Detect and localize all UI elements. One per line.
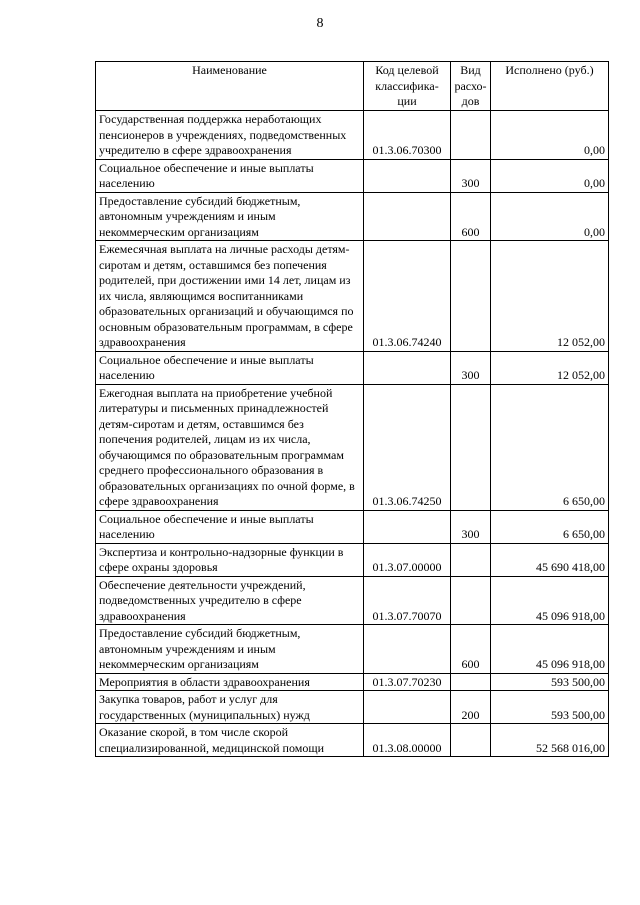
row-type: 300 — [451, 510, 491, 543]
row-type — [451, 111, 491, 160]
table-row — [96, 384, 609, 510]
row-code — [364, 625, 451, 674]
row-type: 200 — [451, 691, 491, 724]
row-name: Закупка товаров, работ и услуг для государственных (муниципальных) нужд — [96, 691, 364, 724]
table-row — [96, 673, 609, 691]
row-type — [451, 543, 491, 576]
row-code: 01.3.07.70230 — [364, 673, 451, 691]
row-type: 600 — [451, 192, 491, 241]
table-header-row — [96, 62, 609, 111]
row-sum: 0,00 — [491, 192, 609, 241]
row-sum: 6 650,00 — [491, 510, 609, 543]
table-row — [96, 510, 609, 543]
row-sum: 12 052,00 — [491, 241, 609, 352]
header-code: Код целевой классифика-ции — [364, 62, 451, 111]
row-name: Мероприятия в области здравоохранения — [96, 673, 364, 691]
row-type — [451, 673, 491, 691]
row-name: Экспертиза и контрольно-надзорные функции в сфере охраны здоровья — [96, 543, 364, 576]
row-type: 300 — [451, 351, 491, 384]
table-row — [96, 576, 609, 625]
row-type: 600 — [451, 625, 491, 674]
row-type — [451, 576, 491, 625]
table-row — [96, 351, 609, 384]
row-name: Ежегодная выплата на приобретение учебной литературы и письменных принадлежностей детям-сиротам и детям, оставшимся без попечения родителей, лицам из их числа, обучающимся по образовательным программам среднего профессионального образования в образовательных организациях по очной форме, в сфере здравоохранения — [96, 384, 364, 510]
row-code: 01.3.06.74240 — [364, 241, 451, 352]
row-name: Обеспечение деятельности учреждений, подведомственных учредителю в сфере здравоохранения — [96, 576, 364, 625]
table-row — [96, 543, 609, 576]
header-type: Вид расхо-дов — [451, 62, 491, 111]
row-code: 01.3.07.00000 — [364, 543, 451, 576]
row-type — [451, 724, 491, 757]
row-sum: 593 500,00 — [491, 673, 609, 691]
row-name: Оказание скорой, в том числе скорой специализированной, медицинской помощи — [96, 724, 364, 757]
row-sum: 0,00 — [491, 159, 609, 192]
table-row — [96, 691, 609, 724]
row-type — [451, 384, 491, 510]
table-row — [96, 159, 609, 192]
table-row — [96, 724, 609, 757]
row-code: 01.3.08.00000 — [364, 724, 451, 757]
row-sum: 45 096 918,00 — [491, 625, 609, 674]
row-sum: 52 568 016,00 — [491, 724, 609, 757]
row-name: Государственная поддержка неработающих пенсионеров в учреждениях, подведомственных учредителю в сфере здравоохранения — [96, 111, 364, 160]
row-sum: 12 052,00 — [491, 351, 609, 384]
table-row — [96, 111, 609, 160]
row-code — [364, 510, 451, 543]
row-code — [364, 159, 451, 192]
row-name: Предоставление субсидий бюджетным, автономным учреждениям и иным некоммерческим организациям — [96, 625, 364, 674]
row-name: Ежемесячная выплата на личные расходы детям-сиротам и детям, оставшимся без попечения родителей, при достижении ими 14 лет, лицам из их числа, являющимся воспитанниками образовательных организаций и обучающимся по основным образовательным программам, в сфере здравоохранения — [96, 241, 364, 352]
row-sum: 45 690 418,00 — [491, 543, 609, 576]
row-sum: 593 500,00 — [491, 691, 609, 724]
row-type: 300 — [451, 159, 491, 192]
table-row — [96, 241, 609, 352]
row-name: Социальное обеспечение и иные выплаты населению — [96, 159, 364, 192]
row-sum: 45 096 918,00 — [491, 576, 609, 625]
row-code — [364, 691, 451, 724]
row-sum: 6 650,00 — [491, 384, 609, 510]
page-number: 8 — [316, 16, 324, 31]
row-code: 01.3.06.70300 — [364, 111, 451, 160]
header-name: Наименование — [96, 62, 364, 111]
row-code — [364, 351, 451, 384]
row-type — [451, 241, 491, 352]
budget-table — [95, 61, 609, 757]
row-code: 01.3.07.70070 — [364, 576, 451, 625]
header-sum: Исполнено (руб.) — [491, 62, 609, 111]
row-name: Социальное обеспечение и иные выплаты населению — [96, 351, 364, 384]
row-name: Предоставление субсидий бюджетным, автономным учреждениям и иным некоммерческим организациям — [96, 192, 364, 241]
table-row — [96, 625, 609, 674]
row-code: 01.3.06.74250 — [364, 384, 451, 510]
row-code — [364, 192, 451, 241]
table-row — [96, 192, 609, 241]
row-name: Социальное обеспечение и иные выплаты населению — [96, 510, 364, 543]
row-sum: 0,00 — [491, 111, 609, 160]
